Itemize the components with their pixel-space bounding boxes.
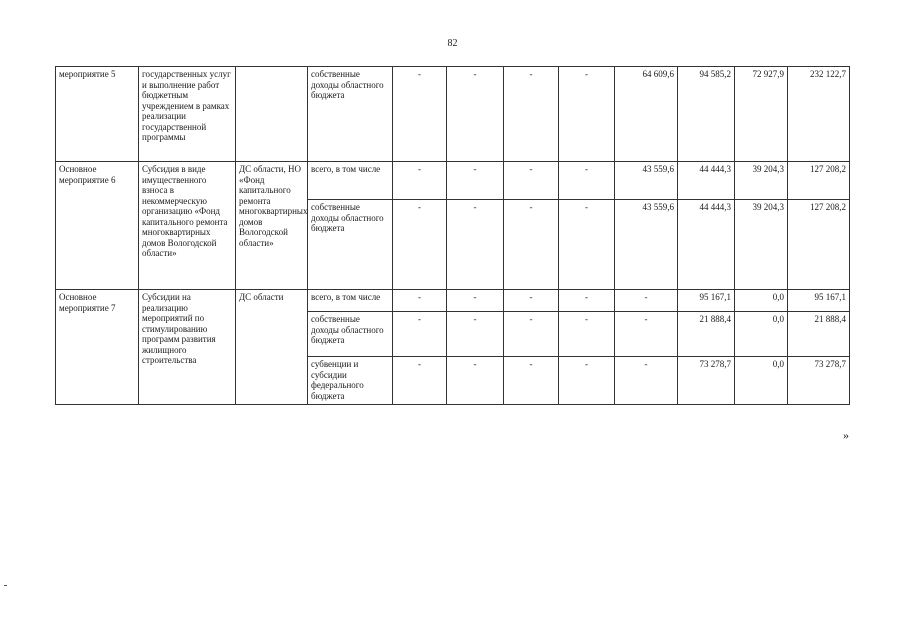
- value-cell: -: [447, 162, 504, 200]
- description-cell: государственных услуг и выполнение работ бюджетным учреждением в рамках реализации государственной программы: [139, 67, 236, 162]
- value-cell: 72 927,9: [735, 67, 788, 162]
- value-cell: 43 559,6: [615, 200, 678, 290]
- description-cell: Субсидия в виде имущественного взноса в некоммерческую организацию «Фонд капитального ремонта многоквартирных домов Вологодской области»: [139, 162, 236, 290]
- closing-quote: »: [843, 428, 849, 442]
- value-cell: -: [559, 357, 615, 405]
- value-cell: -: [615, 312, 678, 357]
- value-cell: 232 122,7: [788, 67, 850, 162]
- source-cell: всего, в том числе: [308, 162, 393, 200]
- source-cell: собственные доходы областного бюджета: [308, 200, 393, 290]
- value-cell: -: [615, 357, 678, 405]
- value-cell: -: [615, 290, 678, 312]
- value-cell: -: [393, 67, 447, 162]
- description-cell: Субсидии на реализацию мероприятий по стимулированию программ развития жилищного строительства: [139, 290, 236, 405]
- value-cell: 44 444,3: [678, 200, 735, 290]
- source-cell: всего, в том числе: [308, 290, 393, 312]
- value-cell: -: [393, 290, 447, 312]
- value-cell: 44 444,3: [678, 162, 735, 200]
- value-cell: 127 208,2: [788, 200, 850, 290]
- value-cell: 39 204,3: [735, 162, 788, 200]
- value-cell: -: [393, 200, 447, 290]
- event-cell: Основное мероприятие 6: [56, 162, 139, 290]
- source-cell: субвенции и субсидии федерального бюджета: [308, 357, 393, 405]
- value-cell: -: [559, 312, 615, 357]
- value-cell: 21 888,4: [788, 312, 850, 357]
- table-row: [56, 67, 850, 162]
- value-cell: 95 167,1: [678, 290, 735, 312]
- value-cell: -: [393, 162, 447, 200]
- value-cell: -: [559, 200, 615, 290]
- value-cell: -: [393, 312, 447, 357]
- executor-cell: ДС области: [236, 290, 308, 405]
- event-cell: Основное мероприятие 7: [56, 290, 139, 405]
- value-cell: -: [559, 290, 615, 312]
- value-cell: 64 609,6: [615, 67, 678, 162]
- value-cell: -: [504, 200, 559, 290]
- value-cell: 39 204,3: [735, 200, 788, 290]
- value-cell: -: [504, 312, 559, 357]
- source-cell: собственные доходы областного бюджета: [308, 67, 393, 162]
- value-cell: 73 278,7: [788, 357, 850, 405]
- value-cell: -: [447, 312, 504, 357]
- value-cell: 21 888,4: [678, 312, 735, 357]
- value-cell: -: [447, 357, 504, 405]
- value-cell: 127 208,2: [788, 162, 850, 200]
- table-row: [56, 290, 850, 312]
- value-cell: 0,0: [735, 290, 788, 312]
- value-cell: -: [447, 67, 504, 162]
- margin-mark: [4, 585, 7, 586]
- value-cell: -: [447, 290, 504, 312]
- value-cell: 0,0: [735, 357, 788, 405]
- value-cell: -: [559, 67, 615, 162]
- value-cell: -: [504, 357, 559, 405]
- value-cell: 73 278,7: [678, 357, 735, 405]
- value-cell: -: [504, 162, 559, 200]
- executor-cell: [236, 67, 308, 162]
- value-cell: 0,0: [735, 312, 788, 357]
- value-cell: -: [447, 200, 504, 290]
- budget-table: [55, 66, 850, 405]
- event-cell: мероприятие 5: [56, 67, 139, 162]
- executor-cell: ДС области, НО «Фонд капитального ремонта многоквартирных домов Вологодской области»: [236, 162, 308, 290]
- value-cell: -: [559, 162, 615, 200]
- value-cell: 95 167,1: [788, 290, 850, 312]
- page-number: 82: [447, 38, 458, 49]
- table-row: [56, 162, 850, 200]
- value-cell: 43 559,6: [615, 162, 678, 200]
- value-cell: -: [504, 290, 559, 312]
- value-cell: 94 585,2: [678, 67, 735, 162]
- source-cell: собственные доходы областного бюджета: [308, 312, 393, 357]
- value-cell: -: [504, 67, 559, 162]
- value-cell: -: [393, 357, 447, 405]
